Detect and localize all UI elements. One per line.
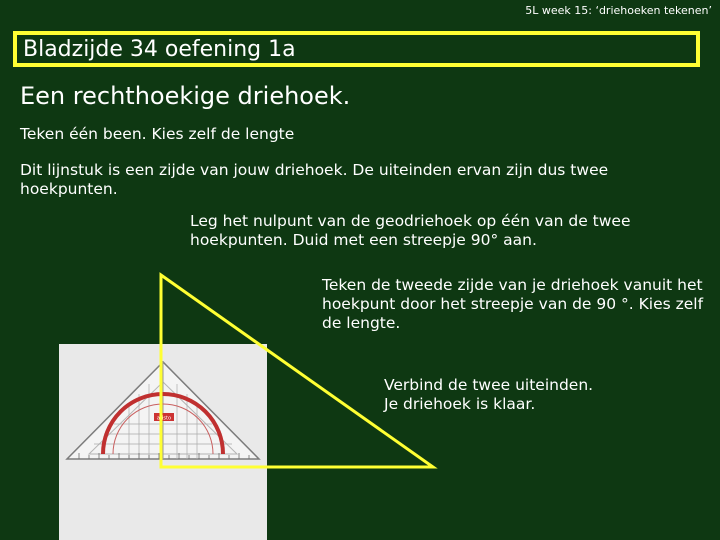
instruction-step-4-line-1: Verbind de twee uiteinden.: [384, 376, 594, 394]
instruction-step-1: Teken één been. Kies zelf de lengte: [20, 125, 295, 143]
instruction-step-2: Leg het nulpunt van de geodriehoek op één van de twee hoekpunten. Duid met een streepje 90° aan.: [190, 212, 631, 249]
section-heading: Een rechthoekige driehoek.: [20, 82, 351, 110]
instruction-step-4-line-2: Je driehoek is klaar.: [384, 395, 536, 413]
right-triangle-shape: [161, 275, 433, 467]
instruction-step-1-note: Dit lijnstuk is een zijde van jouw driehoek. De uiteinden ervan zijn dus twee hoekpunten.: [20, 161, 609, 198]
page-title: Bladzijde 34 oefening 1a: [23, 37, 296, 62]
instruction-step-3: Teken de tweede zijde van je driehoek vanuit het hoekpunt door het streepje van de 90 °. Kies zelf de lengte.: [322, 276, 704, 332]
slide-header-caption: 5L week 15: ‘driehoeken tekenen’: [525, 4, 712, 17]
brand-label: aristo: [156, 415, 172, 422]
